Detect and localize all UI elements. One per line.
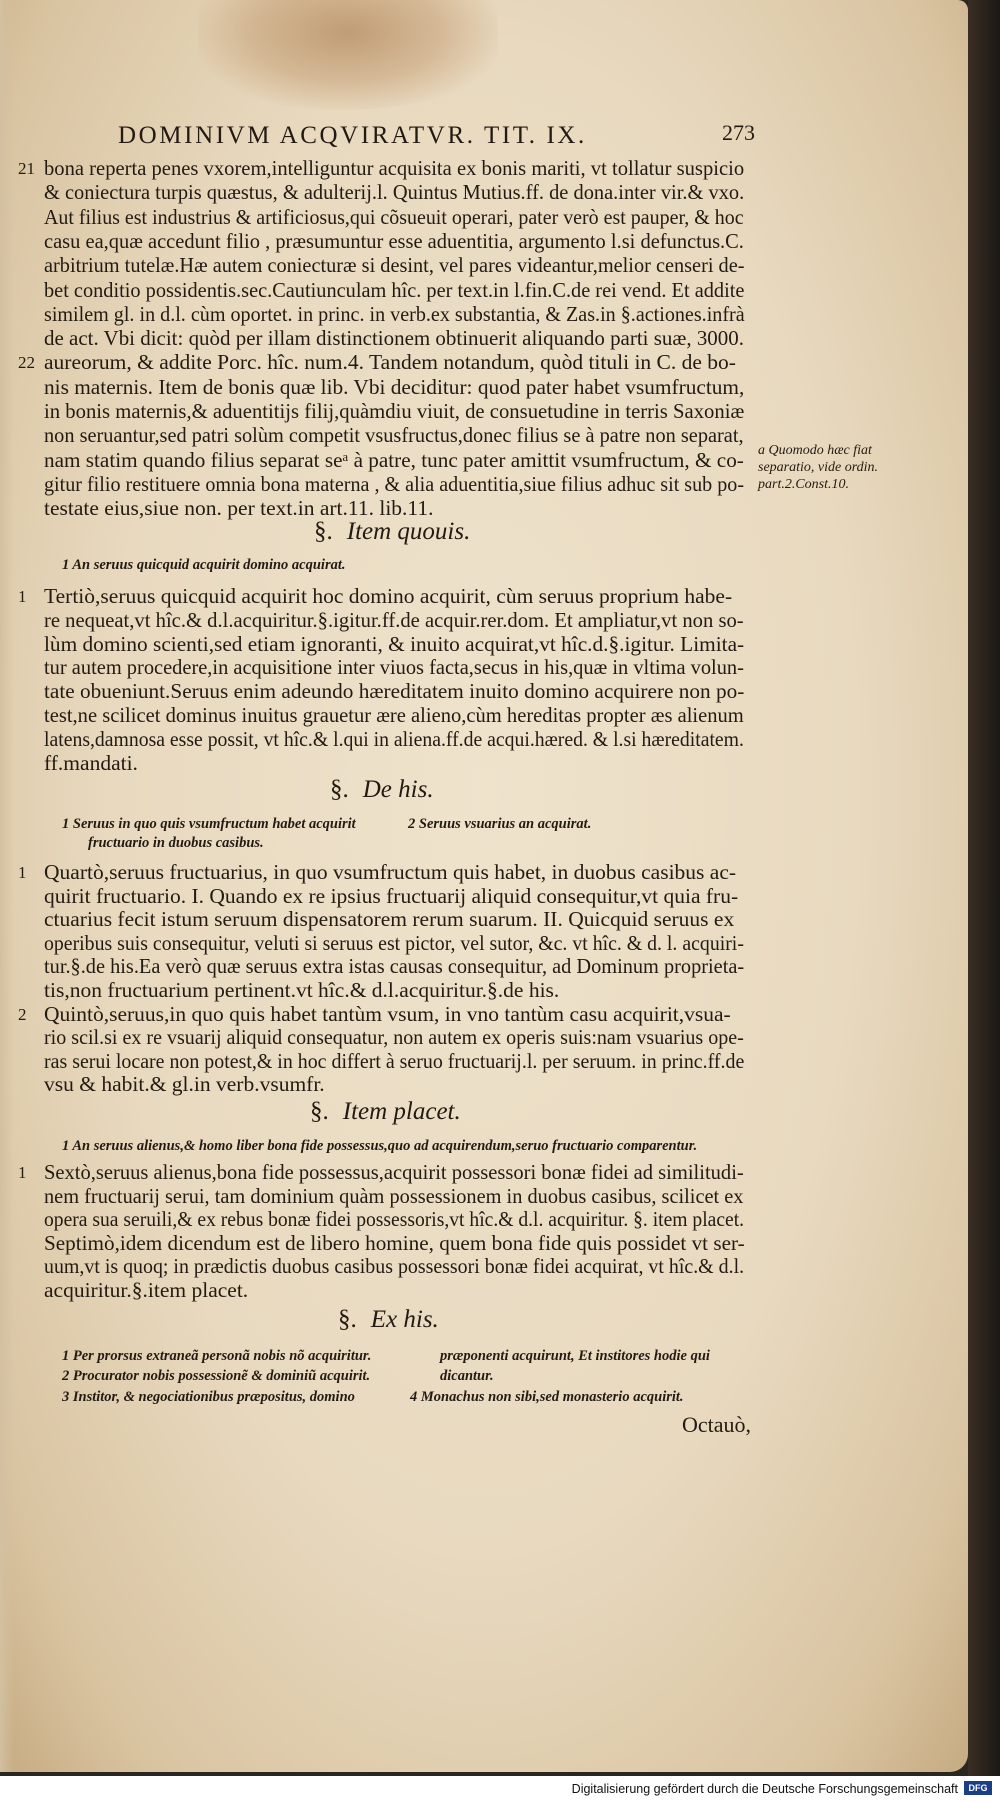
- summary-4f: 4 Monachus non sibi,sed monasterio acquirit.: [410, 1389, 684, 1405]
- summary-4b: 2 Procurator nobis possessionẽ & dominiũ acquirit.: [62, 1368, 371, 1384]
- page-edge: [968, 0, 1000, 1802]
- text-line: de act. Vbi dicit: quòd per illam distinctionem obtinuerit aliquando parti suæ, 3000.: [44, 326, 745, 351]
- text-line: acquiritur.§.item placet.: [44, 1278, 249, 1302]
- line-number: 2: [18, 1004, 27, 1024]
- catchword: Octauò,: [682, 1412, 752, 1437]
- summary-2b: fructuario in duobus casibus.: [88, 835, 264, 851]
- line-number: 21: [18, 159, 35, 178]
- section-sign: §.: [338, 1306, 357, 1333]
- summary-4c: 3 Institor, & negociationibus præpositus, domino: [62, 1389, 355, 1405]
- summary-4d: præponenti acquirunt, Et institores hodie qui: [440, 1348, 710, 1364]
- summary-3: 1 An seruus alienus,& homo liber bona fide possessus,quo ad acquirendum,seruo fructuario comparentur.: [62, 1138, 698, 1154]
- text-line: latens,damnosa esse possit, vt hîc.& l.qui in aliena.ff.de acqui.hæred. & l.si hæreditatem.: [44, 726, 744, 751]
- summary-4a: 1 Per prorsus extraneã personã nobis nõ acquiritur.: [62, 1348, 372, 1364]
- text-line: ctuarius fecit istum seruum dispensatorem rerum suarum. II. Quicquid seruus ex: [44, 907, 735, 932]
- text-line: tur autem procedere,in acquisitione inter viuos facta,secus in his,quæ in vltima volun-: [44, 655, 744, 680]
- dfg-logo: DFG: [964, 1781, 992, 1795]
- section-sign: §.: [330, 776, 349, 803]
- margin-note-line: separatio, vide ordin.: [758, 460, 879, 475]
- text-line: vsu & habit.& gl.in verb.vsumfr.: [44, 1072, 325, 1097]
- text-line: Tertiò,seruus quicquid acquirit hoc domino acquirit, cùm seruus proprium habe-: [44, 584, 733, 608]
- summary-4e: dicantur.: [440, 1368, 494, 1384]
- text-line: tate obueniunt.Seruus enim adeundo hæreditatem inuito domino acquirere non po-: [44, 679, 745, 704]
- text-line: lùm domino scienti,sed etiam ignoranti, & inuito acquirat,vt hîc.d.§.igitur. Limita-: [44, 631, 745, 656]
- section-title: Item placet.: [342, 1098, 461, 1125]
- text-line: re nequeat,vt hîc.& d.l.acquiritur.§.igitur.ff.de acquir.rer.dom. Et ampliatur,vt non so-: [44, 607, 744, 632]
- section-sign: §.: [310, 1098, 329, 1125]
- text-line: aureorum, & addite Porc. hîc. num.4. Tandem notandum, quòd tituli in C. de bo-: [44, 350, 736, 375]
- section-title: Ex his.: [370, 1306, 439, 1333]
- margin-note-line: a Quomodo hæc fiat: [758, 443, 872, 458]
- text-line: Quartò,seruus fructuarius, in quo vsumfructum quis habet, in duobus casibus ac-: [44, 860, 737, 884]
- text-line: quirit fructuario. I. Quando ex re ipsius fructuarij aliquid consequitur,vt quia fru-: [44, 883, 739, 908]
- text-line: Aut filius est industrius & artificiosus,qui cõsueuit operari, pater verò est pauper, & hoc: [44, 204, 744, 229]
- text-line: arbitrium tutelæ.Hæ autem coniecturæ si desint, vel pares videantur,melior censeri de-: [44, 253, 745, 278]
- line-number: 1: [18, 863, 27, 882]
- line-number: 1: [18, 1163, 27, 1182]
- text-line: & coniectura turpis quæstus, & adulterij.l. Quintus Mutius.ff. de dona.inter vir.& vxo.: [44, 180, 745, 205]
- summary-2c: 2 Seruus vsuarius an acquirat.: [408, 816, 592, 832]
- text-line: casu ea,quæ accedunt filio , præsumuntur esse aduentitia, argumento l.si defunctus.C.: [44, 228, 744, 253]
- text-line: ras serui locare non potest,& in hoc differt à seruo fructuarij.l. per seruum. in princ.ff.de: [44, 1048, 745, 1073]
- summary-2a: 1 Seruus in quo quis vsumfructum habet acquirit: [62, 816, 356, 832]
- text-line: ff.mandati.: [44, 750, 138, 775]
- section-heading-3: [310, 1098, 461, 1126]
- section-heading-4: [338, 1306, 439, 1334]
- text-line: in bonis maternis,& aduentitijs filij,quàmdiu viuit, de consuetudine in terris Saxoniæ: [44, 399, 745, 423]
- text-line: nem fructuarij serui, tam dominium quàm possessionem in duobus casibus, scilicet ex: [44, 1183, 744, 1208]
- text-line: similem gl. in d.l. cùm oportet. in princ. in verb.ex substantia, & Zas.in §.actiones.infrà: [44, 301, 745, 326]
- text-line: gitur filio restituere omnia bona materna , & alia aduentitia,siue filius adhuc sit sub po-: [44, 471, 745, 496]
- margin-note-line: part.2.Const.10.: [758, 477, 850, 492]
- section-heading-1: [314, 518, 470, 546]
- text-line: tis,non fructuarium pertinent.vt hîc.& d.l.acquiritur.§.de his.: [44, 978, 560, 1002]
- text-line: bona reperta penes vxorem,intelliguntur acquisita ex bonis mariti, vt tollatur suspicio: [44, 156, 745, 180]
- page-number: 273: [722, 120, 755, 145]
- text-line: bet conditio possidentis.sec.Cautiunculam hîc. per text.in l.fin.C.de rei vend. Et addite: [44, 277, 745, 302]
- section-title: De his.: [362, 776, 434, 803]
- margin-note: [758, 442, 878, 493]
- text-line: nis maternis. Item de bonis quæ lib. Vbi deciditur: quod pater habet vsumfructum,: [44, 374, 745, 399]
- text-line: uum,vt is quoq; in prædictis duobus casibus possessori bonæ fidei acquirat, vt hîc.& d.l.: [44, 1254, 745, 1279]
- text-line: opera sua seruili,& ex rebus bonæ fidei possessoris,vt hîc.& d.l. acquiritur. §. item placet.: [44, 1207, 745, 1232]
- digitization-footer: [0, 1776, 1000, 1802]
- text-line: operibus suis consequitur, veluti si seruus est pictor, vel sutor, &c. vt hîc. & d. l. acquiri-: [44, 930, 744, 955]
- text-line: Septimò,idem dicendum est de libero homine, quem bona fide quis possidet vt ser-: [44, 1230, 745, 1255]
- summary-1: 1 An seruus quicquid acquirit domino acquirat.: [62, 557, 346, 573]
- text-line: non seruantur,sed patri solùm competit vsusfructus,donec filius se à patre non separat,: [44, 423, 744, 448]
- text-line: Sextò,seruus alienus,bona fide possessus,acquirit possessori bonæ fidei ad similitudi-: [44, 1160, 744, 1184]
- section-title: Item quouis.: [346, 518, 471, 545]
- text-line: tur.§.de his.Ea verò quæ seruus extra istas causas consequitur, ad Dominum proprieta-: [44, 954, 745, 979]
- footer-text: Digitalisierung gefördert durch die Deutsche Forschungsgemeinschaft: [571, 1782, 958, 1796]
- page-gutter-shadow: [0, 0, 14, 1772]
- section-sign: §.: [314, 518, 333, 545]
- text-line: testate eius,siue non. per text.in art.11. lib.11.: [44, 496, 434, 521]
- section-heading-2: [330, 776, 434, 804]
- line-number: 1: [18, 587, 27, 606]
- line-number: 22: [18, 353, 35, 373]
- text-line: nam statim quando filius separat seᵃ à patre, tunc pater amittit vsumfructum, & co-: [44, 447, 744, 472]
- text-line: Quintò,seruus,in quo quis habet tantùm vsum, in vno tantùm casu acquirit,vsua-: [44, 1001, 731, 1026]
- text-line: rio scil.si ex re vsuarij aliquid consequatur, non autem ex operis suis:nam vsuarius ope-: [44, 1025, 744, 1050]
- running-head: DOMINIVM ACQVIRATVR. TIT. IX.: [118, 122, 587, 149]
- text-line: test,ne scilicet dominus inuitus grauetur ære alieno,cùm hereditas propter æs alienum: [44, 703, 744, 727]
